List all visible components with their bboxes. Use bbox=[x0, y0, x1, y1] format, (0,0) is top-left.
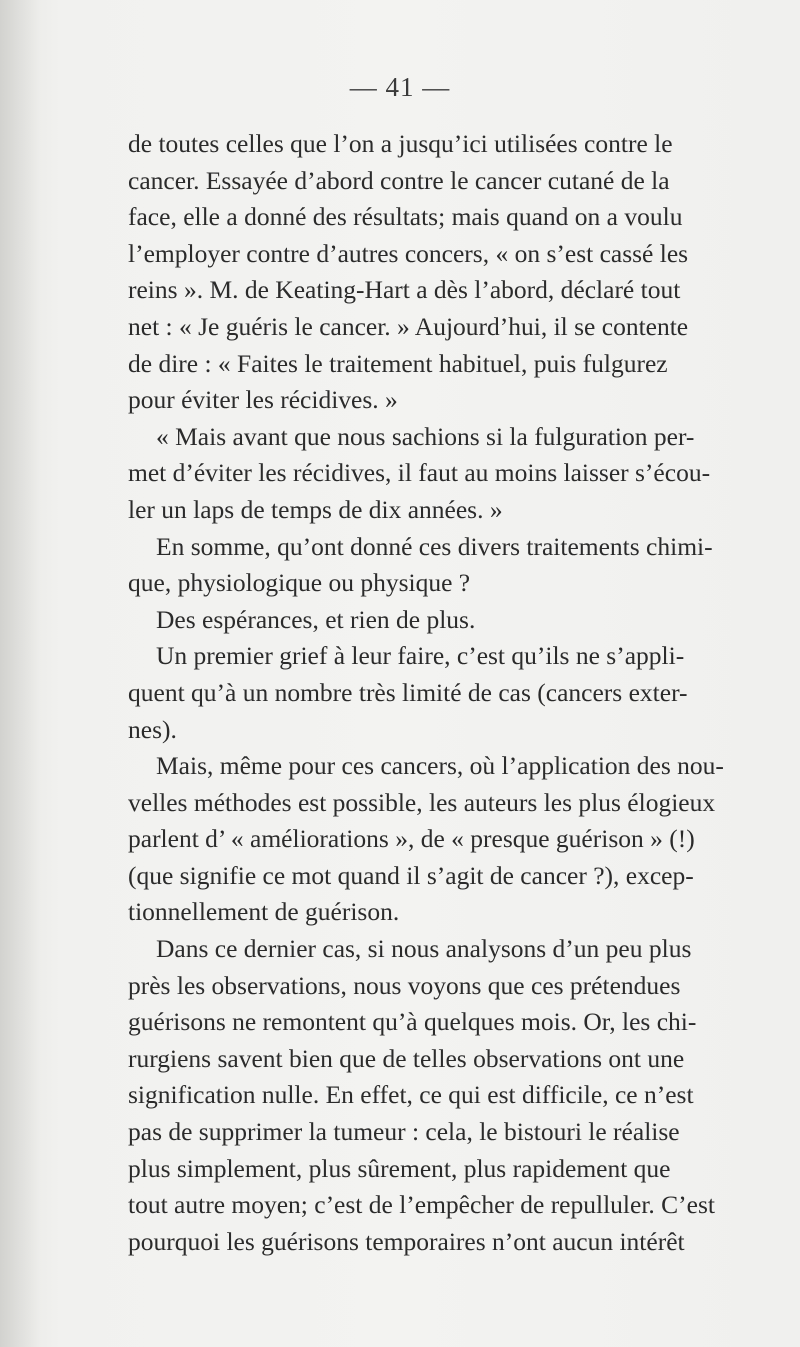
text-line: « Mais avant que nous sachions si la fulguration per- bbox=[156, 421, 695, 451]
text-line: rurgiens savent bien que de telles observations ont une bbox=[128, 1043, 685, 1073]
text-line: de toutes celles que l’on a jusqu’ici utilisées contre le bbox=[128, 129, 673, 158]
text-line: net : « Je guéris le cancer. » Aujourd’hui, il se contente bbox=[128, 311, 689, 341]
text-line: de dire : « Faites le traitement habituel, puis fulgurez bbox=[128, 348, 668, 378]
page-gutter-shadow bbox=[0, 0, 40, 1347]
text-line: (que signifie ce mot quand il s’agit de cancer ?), excep- bbox=[128, 860, 694, 890]
text-line: parlent d’ « améliorations », de « presque guérison » (!) bbox=[128, 824, 695, 854]
text-line: signification nulle. En effet, ce qui est difficile, ce n’est bbox=[128, 1080, 694, 1110]
text-line: reins ». M. de Keating-Hart a dès l’abord, déclaré tout bbox=[128, 275, 681, 305]
text-line: pas de supprimer la tumeur : cela, le bistouri le réalise bbox=[128, 1117, 680, 1147]
page-number: — 41 — bbox=[349, 72, 451, 102]
text-line: guérisons ne remontent qu’à quelques mois. Or, les chi- bbox=[128, 1007, 697, 1037]
text-line: Dans ce dernier cas, si nous analysons d’un peu plus bbox=[156, 934, 692, 964]
text-line: En somme, qu’ont donné ces divers traitements chimi- bbox=[156, 531, 713, 561]
text-line: face, elle a donné des résultats; mais quand on a voulu bbox=[128, 202, 683, 232]
text-line: tout autre moyen; c’est de l’empêcher de repulluler. C’est bbox=[128, 1190, 715, 1220]
text-line: pour éviter les récidives. » bbox=[128, 385, 398, 415]
text-line: velles méthodes est possible, les auteurs les plus élogieux bbox=[128, 787, 716, 817]
text-line: plus simplement, plus sûrement, plus rapidement que bbox=[128, 1153, 671, 1183]
text-line: met d’éviter les récidives, il faut au moins laisser s’écou- bbox=[128, 458, 711, 488]
text-line: nes). bbox=[128, 714, 177, 744]
text-line: près les observations, nous voyons que ces prétendues bbox=[128, 970, 681, 1000]
text-line: Mais, même pour ces cancers, où l’application des nou- bbox=[156, 751, 724, 781]
text-line: Un premier grief à leur faire, c’est qu’ils ne s’appli- bbox=[156, 641, 685, 671]
text-line: tionnellement de guérison. bbox=[128, 897, 400, 927]
text-line: l’employer contre d’autres concers, « on s’est cassé les bbox=[128, 238, 689, 268]
text-line: pourquoi les guérisons temporaires n’ont aucun intérêt bbox=[128, 1226, 685, 1256]
text-line: quent qu’à un nombre très limité de cas (cancers exter- bbox=[128, 677, 688, 707]
body-text bbox=[128, 126, 800, 1260]
text-line: ler un laps de temps de dix années. » bbox=[128, 494, 503, 524]
text-line: cancer. Essayée d’abord contre le cancer cutané de la bbox=[128, 165, 670, 195]
text-line: Des espérances, et rien de plus. bbox=[156, 604, 476, 634]
text-line: que, physiologique ou physique ? bbox=[128, 568, 471, 598]
